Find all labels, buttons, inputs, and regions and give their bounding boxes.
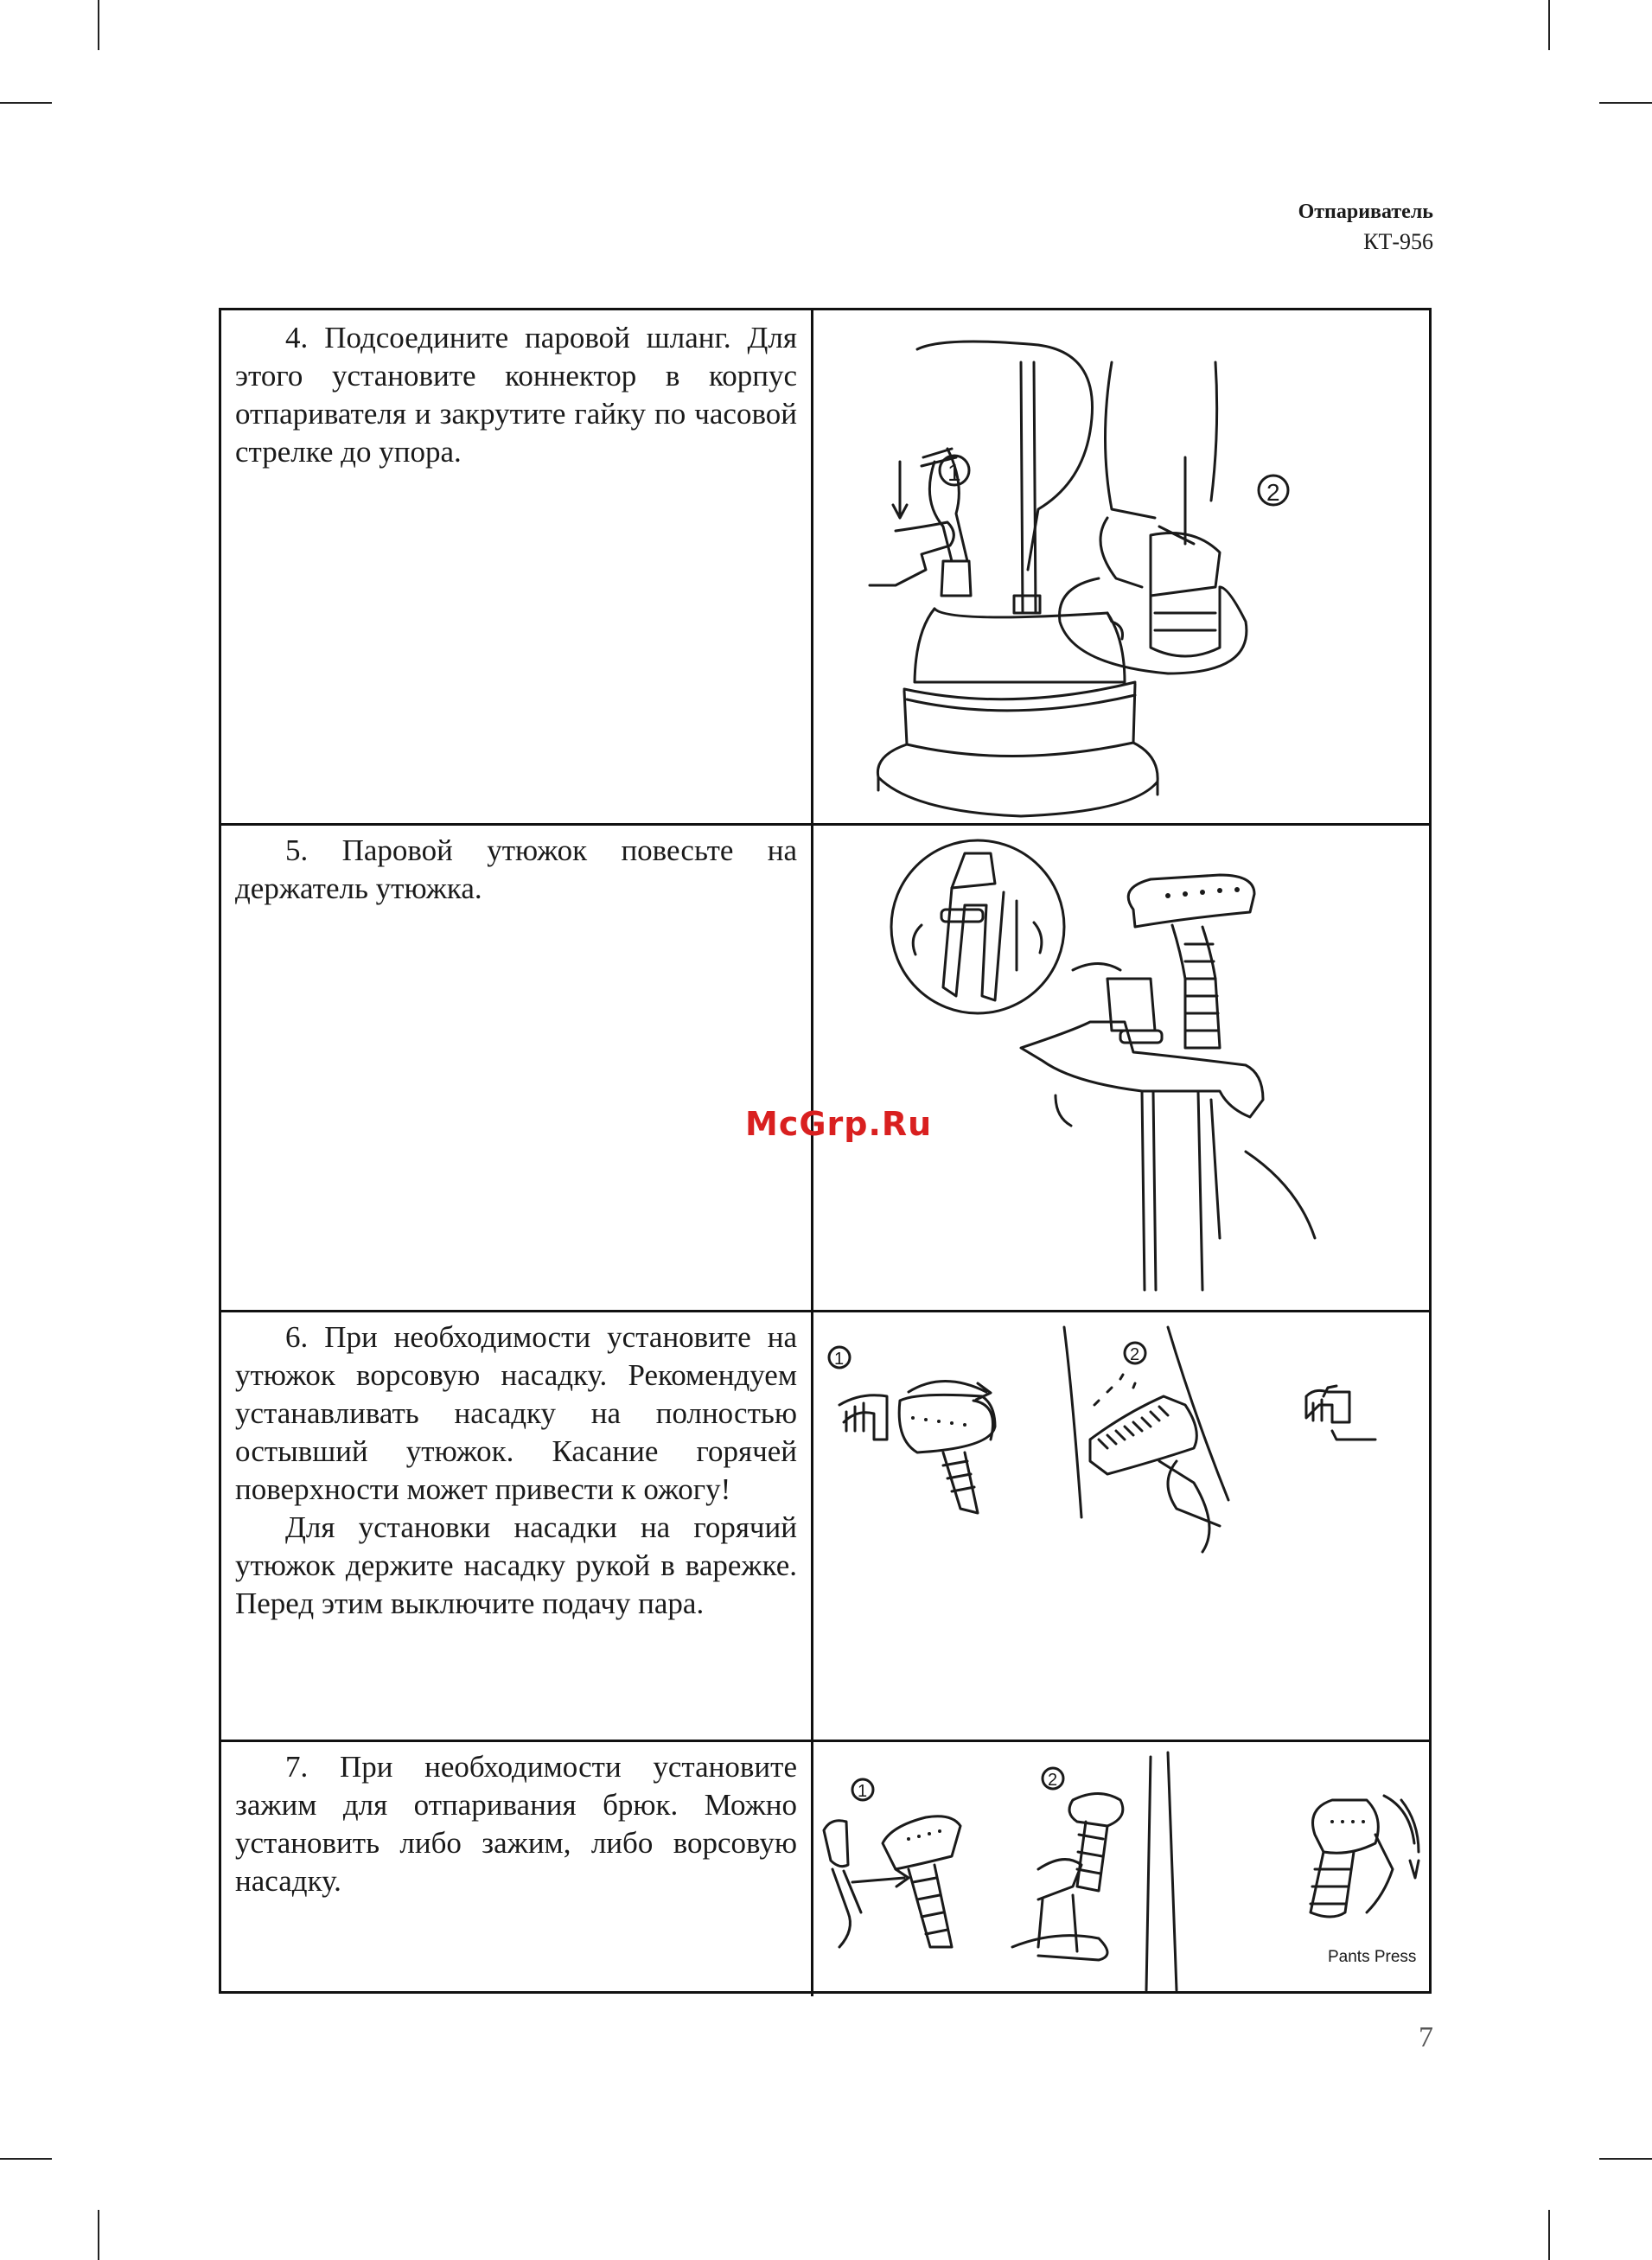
crop-mark (1548, 0, 1550, 50)
page-number: 7 (1419, 2021, 1433, 2053)
crop-mark (1599, 2158, 1652, 2160)
step-paragraph: 7. При необходимости установите зажим для отпаривания брюк. Можно установить либо зажим, либо ворсовую насадку. (235, 1750, 797, 1898)
product-name: Отпариватель (1298, 201, 1433, 223)
crop-mark (98, 2210, 99, 2260)
step-paragraph: 5. Паровой утюжок повесьте на держатель утюжка. (235, 833, 797, 905)
step-row (221, 310, 1429, 826)
crop-mark (0, 2158, 52, 2160)
pants-press-caption: Pants Press (1328, 1948, 1417, 1966)
brush-attachment-illustration (813, 1310, 1429, 1740)
product-model: КТ-956 (1363, 229, 1433, 254)
step-text (221, 823, 813, 1310)
watermark-text: McGrp.Ru (745, 1105, 933, 1143)
step-row (221, 1740, 1429, 1996)
crop-mark (1599, 102, 1652, 104)
page-header (1298, 197, 1433, 258)
svg-text:2: 2 (1048, 1771, 1058, 1790)
instruction-table (219, 308, 1432, 1994)
step-paragraph: Для установки насадки на горячий утюжок держите насадку рукой в варежке. Перед этим выключите подачу пара. (235, 1510, 797, 1620)
step-text (221, 310, 813, 823)
iron-holder-illustration (813, 823, 1429, 1310)
svg-text:1: 1 (834, 1350, 845, 1369)
crop-mark (0, 102, 52, 104)
svg-text:1: 1 (947, 459, 961, 486)
svg-text:1: 1 (858, 1782, 868, 1801)
crop-mark (98, 0, 99, 50)
step-row (221, 823, 1429, 1312)
step-text (221, 1740, 813, 1996)
svg-text:2: 2 (1266, 479, 1280, 506)
pants-press-clip-illustration (813, 1740, 1429, 1996)
step-row (221, 1310, 1429, 1742)
svg-text:2: 2 (1130, 1345, 1140, 1364)
step-paragraph: 4. Подсоедините паровой шланг. Для этого установите коннектор в корпус отпаривателя и закрутите гайку по часовой стрелке до упора. (235, 321, 797, 469)
steamer-hose-connection-illustration (813, 310, 1429, 823)
step-paragraph: 6. При необходимости установите на утюжок ворсовую насадку. Рекомендуем устанавливать насадку на полностью остывший утюжок. Касание горячей поверхности может привести к ожогу! (235, 1320, 797, 1506)
crop-mark (1548, 2210, 1550, 2260)
step-text (221, 1310, 813, 1740)
